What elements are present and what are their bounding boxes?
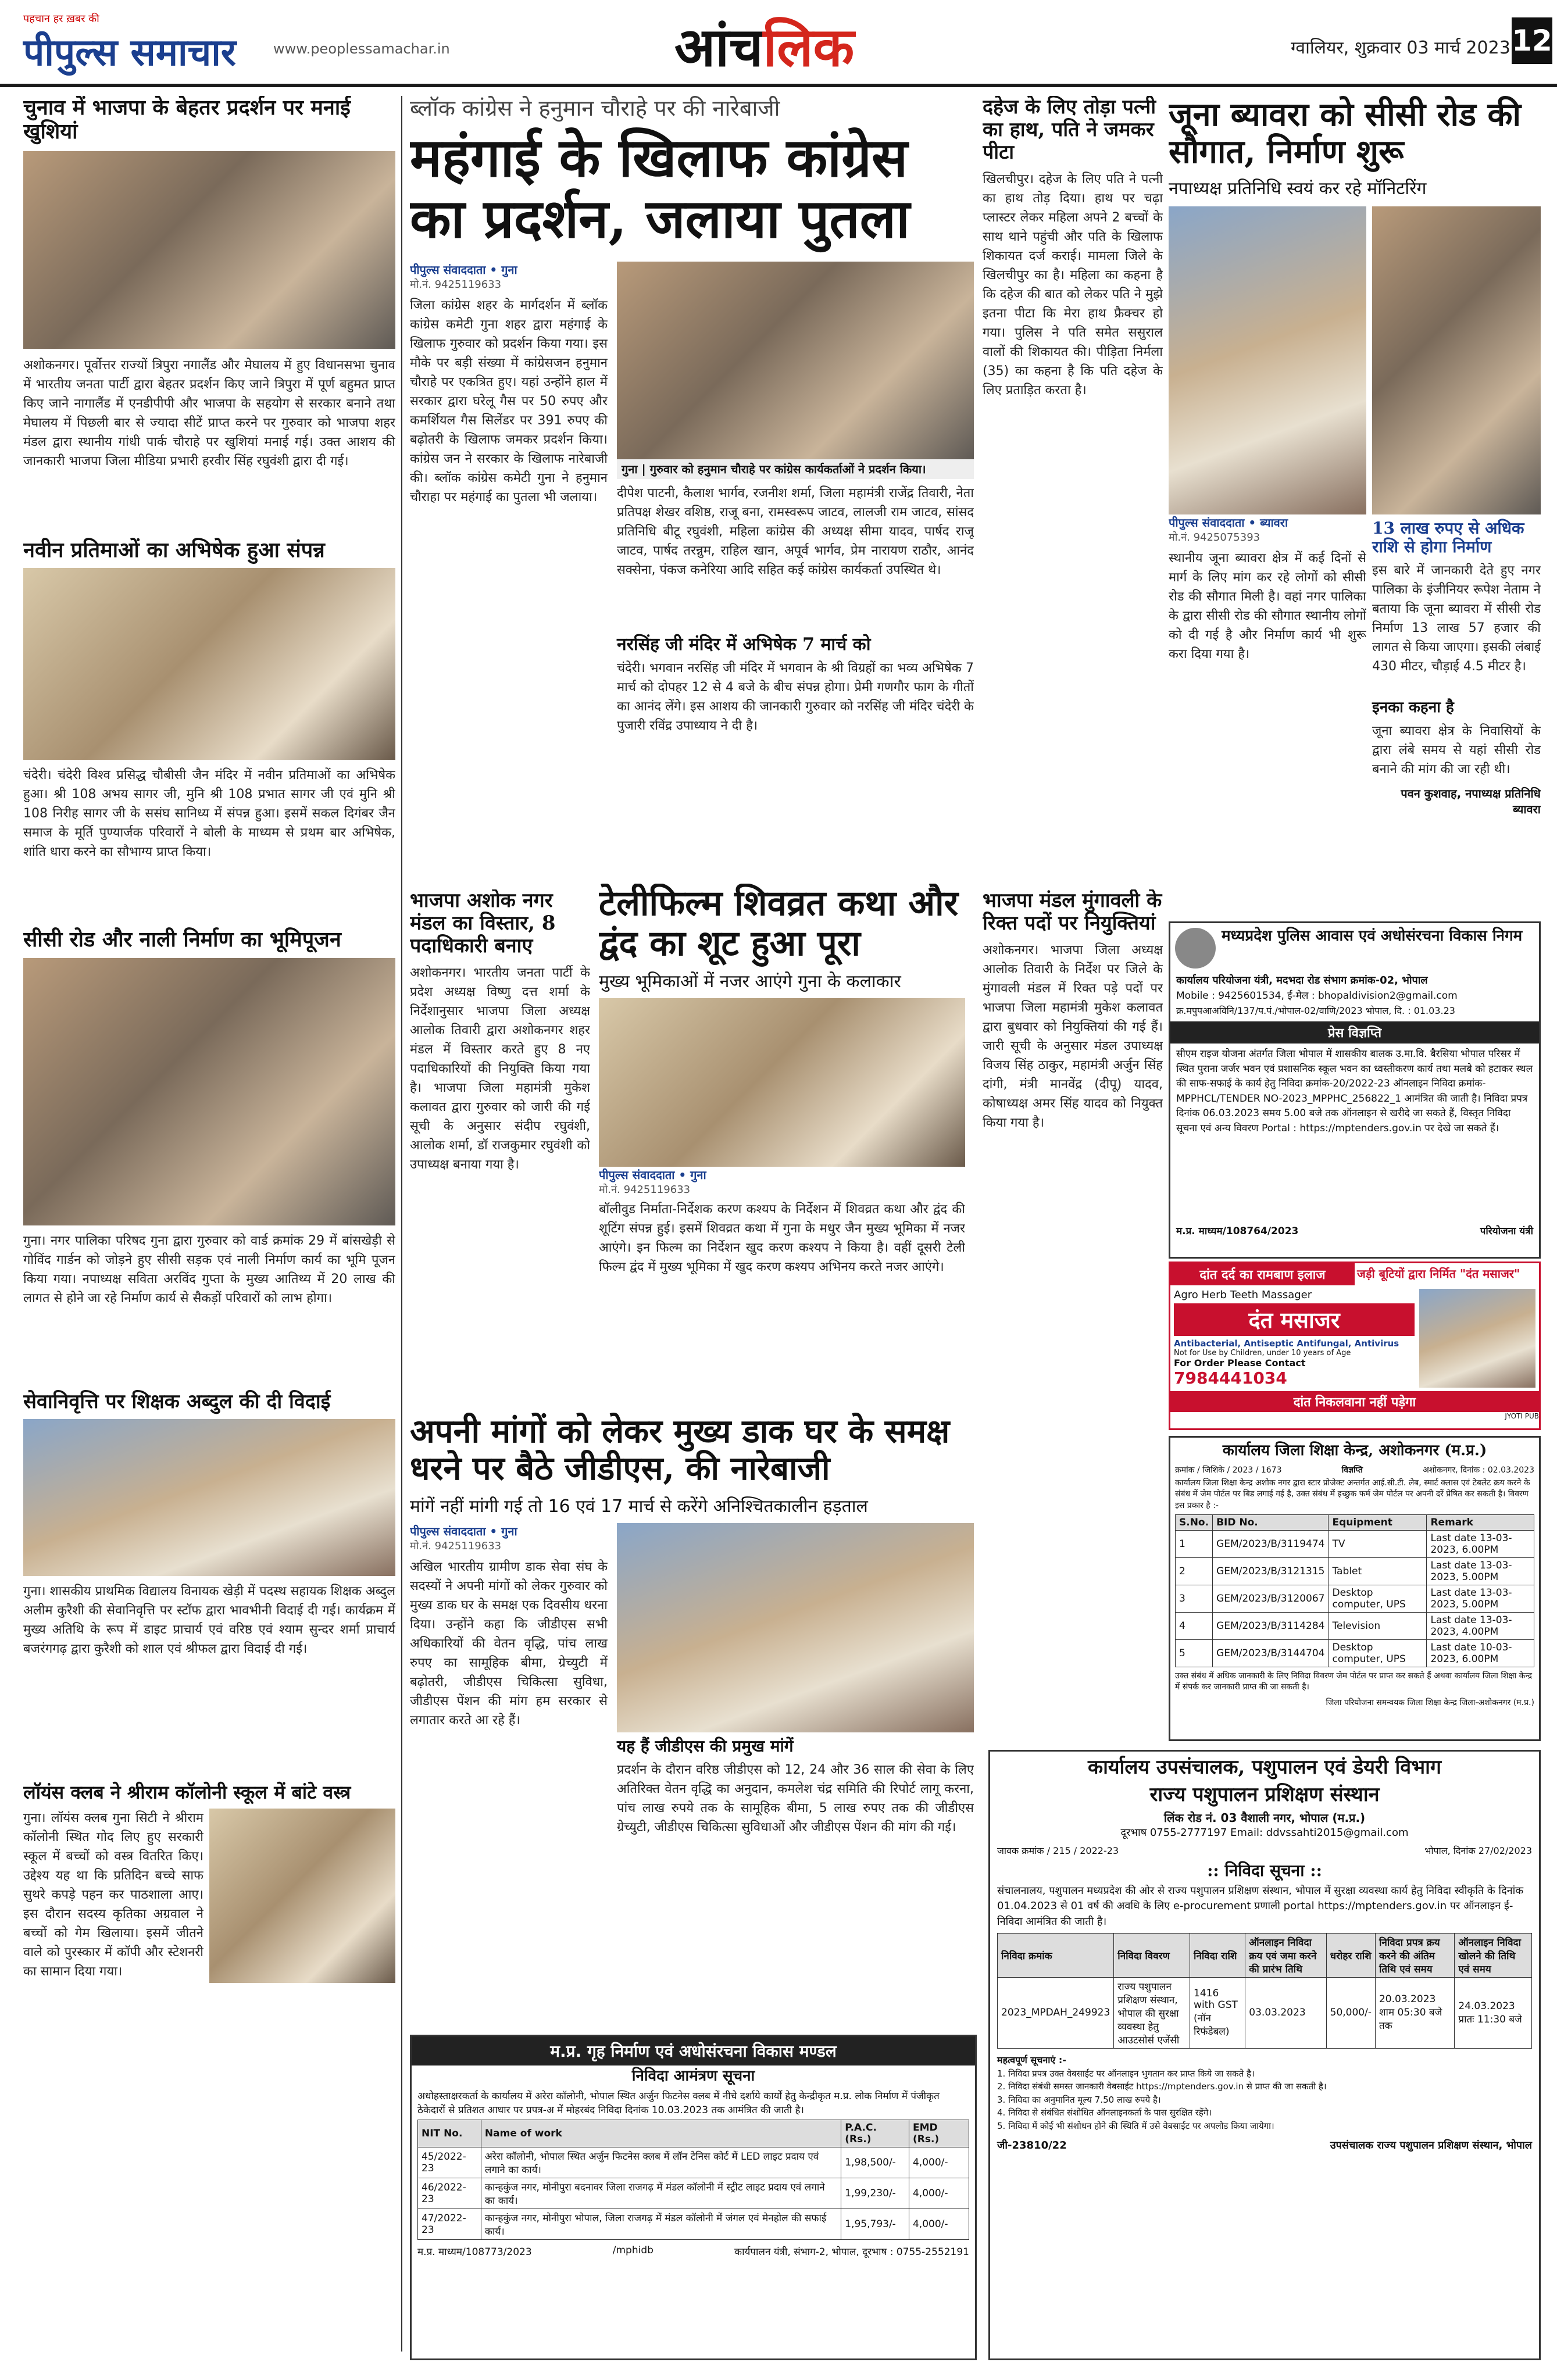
article-headline: अपनी मांगों को लेकर मुख्य डाक घर के समक्ष धरने पर बैठे जीडीएस, की नारेबाजी bbox=[410, 1413, 950, 1488]
ad-bottom-line: दांत निकलवाना नहीं पड़ेगा bbox=[1170, 1391, 1539, 1412]
ad-tagline: जड़ी बूटियों द्वारा निर्मित "दंत मसाजर" bbox=[1357, 1267, 1520, 1281]
ad-office: कार्यालय परियोजना यंत्री, मदभदा रोड संभाग क्रमांक-02, भोपाल bbox=[1176, 974, 1428, 987]
byline: पीपुल्स संवाददाता • गुना bbox=[410, 263, 517, 277]
table-cell: 4,000/- bbox=[909, 2178, 969, 2209]
table-header: Equipment bbox=[1329, 1514, 1427, 1530]
photo-jain-abhishek bbox=[23, 568, 395, 760]
article-body: दीपेश पाटनी, कैलाश भार्गव, रजनीश शर्मा, जिला महामंत्री राजेंद्र तिवारी, नेता प्रतिपक्ष शेखर वशिष्ठ, राजू बना, रामस्वरूप जाटव, लालजी राम जाटव, सांसद प्रतिनिधि बीटू रघुवंशी, महिला कांग्रेस की अध्यक्ष सीमा यादव, पार्षद राजू जाटव, पार्षद तरन्नुम, राहिल खान, अपूर्व भार्गव, प्रेम नारायण राठौर, आनंद सक्सेना, पंकज कनेरिया आदि सहित कई कांग्रेस कार्यकर्ता उपस्थित थे। bbox=[617, 486, 974, 578]
ad-org: मध्यप्रदेश पुलिस आवास एवं अधोसंरचना विकास निगम bbox=[1222, 927, 1523, 945]
ad-notice-label: विज्ञप्ति bbox=[1341, 1465, 1363, 1475]
note-item: 4. निविदा से संबंधित संशोधित ऑनलाइनकर्ता के पास सुरक्षित रहेंगे। bbox=[997, 2107, 1212, 2118]
table-cell: राज्य पशुपालन प्रशिक्षण संस्थान, भोपाल की सुरक्षा व्यवस्था हेतु आउटसोर्स एजेंसी bbox=[1114, 1977, 1190, 2048]
photo-product bbox=[1419, 1289, 1535, 1388]
photo-bhoomipujan bbox=[23, 958, 395, 1225]
ad-reference: क्रमांक / जिशिके / 2023 / 1673 bbox=[1175, 1465, 1282, 1475]
ad-footer: म.प्र. माध्यम/108764/2023 bbox=[1176, 1225, 1299, 1237]
table-cell: 1416 with GST (नॉन रिफंडेबल) bbox=[1190, 1977, 1245, 2048]
tender-table bbox=[417, 2120, 969, 2240]
ad-mphidb-tender bbox=[410, 2035, 977, 2360]
ad-publisher: JYOTI PUB bbox=[1505, 1412, 1539, 1420]
table-cell: 03.03.2023 bbox=[1245, 1977, 1326, 2048]
article-subheading: नरसिंह जी मंदिर में अभिषेक 7 मार्च को bbox=[617, 634, 871, 655]
newspaper-logo: पहचान हर ख़बर की पीपुल्स समाचार bbox=[23, 13, 236, 74]
byline: पीपुल्स संवाददाता • गुना bbox=[599, 1168, 706, 1182]
table-row bbox=[418, 2147, 969, 2178]
table-header: Name of work bbox=[481, 2120, 841, 2147]
table-cell: GEM/2023/B/3119474 bbox=[1213, 1530, 1329, 1557]
table-row bbox=[418, 2209, 969, 2240]
ad-contact: दूरभाष 0755-2777197 Email: ddvssahti2015@gmail.com bbox=[1120, 1827, 1409, 1839]
table-cell: 1,98,500/- bbox=[841, 2147, 909, 2178]
table-cell: अरेरा कॉलोनी, भोपाल स्थित अर्जुन फिटनेस क्लब में लॉन टेनिस कोर्ट में LED लाइट प्रदाय एवं लगाने का कार्य। bbox=[481, 2147, 841, 2178]
ad-contact: Mobile : 9425601534, ई-मेल : bhopaldivision2@gmail.com bbox=[1176, 990, 1458, 1002]
ad-note: Not for Use by Children, under 10 years of Age bbox=[1174, 1349, 1351, 1357]
ad-office: कार्यपालन यंत्री, संभाग-2, भोपाल, दूरभाष : 0755-2552191 bbox=[734, 2246, 969, 2259]
column-divider bbox=[401, 96, 402, 2352]
article-headline: टेलीफिल्म शिवव्रत कथा और द्वंद का शूट हुआ पूरा bbox=[599, 884, 959, 964]
notes-list bbox=[990, 2067, 1539, 2133]
tender-table bbox=[997, 1933, 1532, 2049]
table-cell: 45/2022-23 bbox=[418, 2147, 481, 2178]
ad-date: अशोकनगर, दिनांक : 02.03.2023 bbox=[1423, 1465, 1534, 1475]
article-body: चंदेरी। चंदेरी विश्व प्रसिद्ध चौबीसी जैन मंदिर में नवीन प्रतिमाओं का अभिषेक हुआ। श्री 108 अभय सागर जी, मुनि श्री 108 प्रभात सागर जी एवं मुनि श्री 108 निरीह सागर जी के ससंघ सानिध्य में संपन्न हुआ। इसमें सकल दिगंबर जैन समाज के मूर्ति पुण्यार्जक परिवारों ने बोली के माध्यम से प्रथम बार अभिषेक, शांति धारा करने का सौभाग्य प्राप्त किया। bbox=[23, 768, 395, 860]
table-cell: 2023_MPDAH_249923 bbox=[998, 1977, 1114, 2048]
ad-org-band: म.प्र. गृह निर्माण एवं अधोसंरचना विकास मण्डल bbox=[412, 2036, 975, 2065]
table-cell: Television bbox=[1329, 1612, 1427, 1639]
article-headline: जूना ब्यावरा को सीसी रोड की सौगात, निर्माण शुरू bbox=[1169, 96, 1522, 171]
ad-tagline: दांत दर्द का रामबाण इलाज bbox=[1170, 1263, 1355, 1285]
sidebar-text: इस बारे में जानकारी देते हुए नगर पालिका के इंजीनियर रूपेश नेताम ने बताया कि जूना ब्यावरा में सीसी रोड निर्माण 13 लाख 57 हजार की लागत से किया जाएगा। इसकी लंबाई 430 मीटर, चौड़ाई 4.5 मीटर है। bbox=[1372, 563, 1541, 674]
article-headline: महंगाई के खिलाफ कांग्रेस का प्रदर्शन, जलाया पुतला bbox=[410, 126, 910, 251]
emblem-icon bbox=[1175, 928, 1216, 969]
table-cell: 4,000/- bbox=[909, 2147, 969, 2178]
note-item: 2. निविदा संबंधी समस्त जानकारी वेबसाईट https://mptenders.gov.in से प्राप्त की जा सकती है। bbox=[997, 2081, 1327, 2092]
bid-table bbox=[1175, 1514, 1534, 1667]
reporter-mobile: मो.नं. 9425075393 bbox=[1169, 531, 1260, 544]
order-label: For Order Please Contact bbox=[1174, 1357, 1306, 1368]
table-header: निविदा राशि bbox=[1190, 1933, 1245, 1977]
article-subheadline: मुख्य भूमिकाओं में नजर आएंगे गुना के कलाकार bbox=[599, 971, 901, 992]
table-cell: Last date 13-03-2023, 5.00PM bbox=[1427, 1557, 1534, 1585]
article-body: अशोकनगर। भारतीय जनता पार्टी के प्रदेश अध्यक्ष विष्णु दत्त शर्मा के निर्देशानुसार भाजपा जिला अध्यक्ष आलोक तिवारी द्वारा अशोकनगर शहर मंडल में विस्तार करते हुए 8 नए पदाधिकारियों की नियुक्ति किया गया है। भाजपा जिला महामंत्री मुकेश कलावत द्वारा गुरुवार को जारी की गई सूची के अनुसार संदीप रघुवंशी, आलोक शर्मा, डॉ राजकुमार रघुवंशी को उपाध्यक्ष बनाया गया है। bbox=[410, 966, 590, 1173]
table-cell: Last date 10-03-2023, 6.00PM bbox=[1427, 1639, 1534, 1667]
reporter-mobile: मो.नं. 9425119633 bbox=[599, 1184, 691, 1196]
article-heading: लॉयंस क्लब ने श्रीराम कॉलोनी स्कूल में बांटे वस्त्र bbox=[23, 1781, 351, 1803]
article-telefilm bbox=[599, 884, 965, 1407]
note-item: 3. निविदा का अनुमानित मूल्य 7.50 लाख रुपये है। bbox=[997, 2094, 1161, 2105]
article-body: स्थानीय जूना ब्यावरा क्षेत्र में कई दिनों से मार्ग के लिए मांग कर रहे लोगों को सीसी रोड की सौगात मिली है। वहां नगर पालिका के द्वारा सीसी रोड की सौगात स्थानीय लोगों को दी गई है और निर्माण कार्य भी शुरू करा दिया गया है। bbox=[1169, 551, 1366, 662]
article-mungaoli bbox=[983, 889, 1163, 1401]
table-header: Remark bbox=[1427, 1514, 1534, 1530]
photo-farewell bbox=[23, 1419, 395, 1576]
ad-address: लिंक रोड नं. 03 वैशाली नगर, भोपाल (म.प्र.) bbox=[1163, 1811, 1366, 1825]
note-item: 5. निविदा में कोई भी संशोधन होने की स्थिति में उसे वेबसाईट पर अपलोड किया जायेगा। bbox=[997, 2120, 1274, 2131]
photo-road-construction bbox=[1169, 206, 1366, 514]
table-header: निविदा प्रपत्र क्रय करने की अंतिम तिथि एवं समय bbox=[1375, 1933, 1454, 1977]
article-kicker: ब्लॉक कांग्रेस ने हनुमान चौराहे पर की नारेबाजी bbox=[410, 96, 780, 121]
table-cell: 1 bbox=[1176, 1530, 1213, 1557]
ad-reference: जावक क्रमांक / 215 / 2022-23 bbox=[997, 1845, 1119, 1857]
byline: पीपुल्स संवाददाता • ब्यावरा bbox=[1169, 515, 1288, 530]
press-release-band: प्रेस विज्ञप्ति bbox=[1170, 1021, 1539, 1044]
ad-outro: उक्त संबंध में अधिक जानकारी के लिए निविदा विवरण जेम पोर्टल पर प्राप्त कर सकते हैं अथवा कार्यालय जिला शिक्षा केन्द्र में संपर्क कर जानकारी प्राप्त की जा सकती है। bbox=[1175, 1671, 1533, 1692]
reporter-mobile: मो.नं. 9425119633 bbox=[410, 1539, 502, 1552]
table-cell: 47/2022-23 bbox=[418, 2209, 481, 2240]
sidebar-heading: यह हैं जीडीएस की प्रमुख मांगें bbox=[617, 1736, 794, 1756]
table-header: ऑनलाइन निविदा क्रय एवं जमा करने की प्रारंभ तिथि bbox=[1245, 1933, 1326, 1977]
article-gds-protest bbox=[410, 1413, 974, 2029]
table-cell: 20.03.2023 शाम 05:30 बजे तक bbox=[1375, 1977, 1454, 2048]
article-heading: नवीन प्रतिमाओं का अभिषेक हुआ संपन्न bbox=[23, 537, 325, 562]
table-row bbox=[1176, 1612, 1534, 1639]
order-phone[interactable]: 7984441034 bbox=[1174, 1368, 1287, 1388]
table-cell: कान्हकुंज नगर, मोनीपुरा भोपाल, जिला राजगढ़ में मंडल कॉलोनी में जंगल एवं मेनहोल की सफाई कार्य। bbox=[481, 2209, 841, 2240]
table-header: BID No. bbox=[1213, 1514, 1329, 1530]
quote-attribution: पवन कुशवाह, नपाध्यक्ष प्रतिनिधि ब्यावरा bbox=[1401, 787, 1541, 817]
table-cell: Last date 13-03-2023, 5.00PM bbox=[1427, 1585, 1534, 1612]
table-header: निविदा विवरण bbox=[1114, 1933, 1190, 1977]
ad-footer: म.प्र. माध्यम/108773/2023 bbox=[417, 2246, 532, 2259]
table-cell: GEM/2023/B/3121315 bbox=[1213, 1557, 1329, 1585]
social-handle[interactable]: /mphidb bbox=[612, 2245, 653, 2257]
table-row bbox=[998, 1977, 1532, 2048]
brand-sub: Agro Herb Teeth Massager bbox=[1174, 1289, 1312, 1301]
article-heading: भाजपा मंडल मुंगावली के रिक्त पदों पर नियुक्तियां bbox=[983, 889, 1162, 935]
ad-ref-number: जी-23810/22 bbox=[997, 2139, 1067, 2152]
quote-text: जूना ब्यावरा क्षेत्र के निवासियों के द्वारा लंबे समय से यहां सीसी रोड बनाने की मांग की जा रही थी। bbox=[1372, 724, 1541, 777]
ad-police-housing bbox=[1169, 921, 1541, 1259]
table-cell: TV bbox=[1329, 1530, 1427, 1557]
sidebar-heading: 13 लाख रुपए से अधिक राशि से होगा निर्माण bbox=[1372, 518, 1524, 556]
ad-veterinary-tender bbox=[988, 1750, 1541, 2360]
page-number: 12 bbox=[1512, 17, 1552, 64]
article-body: जिला कांग्रेस शहर के मार्गदर्शन में ब्लॉक कांग्रेस कमेटी गुना शहर द्वारा महंगाई के खिलाफ गुरुवार को प्रदर्शन किया गया। इस मौके पर बड़ी संख्या में कांग्रेसजन हनुमान चौराहे पर एकत्रित हुए। यहां उन्होंने हाल में सरकार द्वारा घरेलू गैस पर 50 रुपए और कमर्शियल गैस सिलेंडर पर 391 रुपए की बढ़ोतरी के खिलाफ जमकर प्रदर्शन किया। कांग्रेस जन ने सरकार के खिलाफ नारेबाजी की। ब्लॉक कांग्रेस कमेटी गुना ने हनुमान चौराहा पर महंगाई का पुतला भी जलाया। bbox=[410, 298, 608, 505]
table-cell: 2 bbox=[1176, 1557, 1213, 1585]
article-body: चंदेरी। भगवान नरसिंह जी मंदिर में भगवान के श्री विग्रहों का भव्य अभिषेक 7 मार्च को दोपहर 12 से 4 बजे के बीच संपन्न होगा। प्रेमी गणगौर फाग के गीतों का आनंद लेंगे। इस आशय की जानकारी गुरुवार को नरसिंह जी मंदिर चंदेरी के पुजारी रविंद्र उपाध्याय ने दी है। bbox=[617, 660, 974, 733]
table-cell: 50,000/- bbox=[1326, 1977, 1375, 2048]
table-cell: GEM/2023/B/3120067 bbox=[1213, 1585, 1329, 1612]
photo-lions-club bbox=[209, 1809, 395, 1983]
ad-date: भोपाल, दिनांक 27/02/2023 bbox=[1424, 1845, 1532, 1857]
article-heading: सीसी रोड और नाली निर्माण का भूमिपूजन bbox=[23, 927, 341, 952]
article-bjp-mandal bbox=[410, 889, 590, 1401]
ad-title: निविदा आमंत्रण सूचना bbox=[631, 2067, 755, 2085]
table-cell: GEM/2023/B/3114284 bbox=[1213, 1612, 1329, 1639]
tender-notice-band: :: निविदा सूचना :: bbox=[1207, 1861, 1322, 1881]
table-row bbox=[1176, 1530, 1534, 1557]
ad-intro: अधोहस्ताक्षरकर्ता के कार्यालय में अरेरा कॉलोनी, भोपाल स्थित अर्जुन फिटनेस क्लब में नीचे दर्शाये कार्यों हेतु केन्द्रीकृत म.प्र. लोक निर्माण में पंजीकृत ठेकेदारों से प्रतिशत आधार पर प्रपत्र-अ में मोहरबंद निविदा दिनांक 10.03.2023 तक आमंत्रित की जाती है। bbox=[417, 2090, 940, 2116]
ad-title: कार्यालय जिला शिक्षा केन्द्र, अशोकनगर (म.प्र.) bbox=[1222, 1442, 1487, 1459]
photo-bjp-celebration bbox=[23, 151, 395, 349]
reporter-mobile: मो.नं. 9425119633 bbox=[410, 278, 502, 291]
table-cell: 1,95,793/- bbox=[841, 2209, 909, 2240]
table-header: निविदा क्रमांक bbox=[998, 1933, 1114, 1977]
quote-heading: इनका कहना है bbox=[1372, 699, 1454, 717]
table-cell: Desktop computer, UPS bbox=[1329, 1639, 1427, 1667]
table-cell: Desktop computer, UPS bbox=[1329, 1585, 1427, 1612]
photo-caption: गुना | गुरुवार को हनुमान चौराहे पर कांग्रेस कार्यकर्ताओं ने प्रदर्शन किया। bbox=[617, 459, 974, 479]
ad-features: Antibacterial, Antiseptic Antifungal, Antivirus bbox=[1174, 1338, 1399, 1349]
article-body: गुना। शासकीय प्राथमिक विद्यालय विनायक खेड़ी में पदस्थ सहायक शिक्षक अब्दुल अलीम कुरैशी की सेवानिवृत्ति पर स्टॉफ द्वारा भावभीनी विदाई दी गई। कार्यक्रम में मुख्य अतिथि के रूप में डाइट प्राचार्य एवं वरिष्ठ एवं श्याम सुन्दर शर्मा प्राचार्य बजरंगगढ़ द्वारा कुरैशी को शाल एवं श्रीफल द्वारा विदाई दी गई। bbox=[23, 1584, 395, 1656]
table-cell: 4,000/- bbox=[909, 2209, 969, 2240]
ad-subtitle: राज्य पशुपालन प्रशिक्षण संस्थान bbox=[1149, 1783, 1380, 1807]
ad-signatory: जिला परियोजना समन्वयक जिला शिक्षा केन्द्र जिला-अशोकनगर (म.प्र.) bbox=[1326, 1698, 1534, 1707]
table-header: P.A.C. (Rs.) bbox=[841, 2120, 909, 2147]
table-header: NIT No. bbox=[418, 2120, 481, 2147]
table-cell: Tablet bbox=[1329, 1557, 1427, 1585]
article-subheadline: मांगें नहीं मांगी गई तो 16 एवं 17 मार्च से करेंगे अनिश्चितकालीन हड़ताल bbox=[410, 1496, 868, 1517]
article-heading: सेवानिवृत्ति पर शिक्षक अब्दुल की दी विदाई bbox=[23, 1389, 331, 1413]
ad-signatory: परियोजना यंत्री bbox=[1480, 1225, 1533, 1237]
table-header: धरोहर राशि bbox=[1326, 1933, 1375, 1977]
notes-heading: महत्वपूर्ण सूचनाएं :- bbox=[997, 2054, 1066, 2065]
table-row bbox=[418, 2178, 969, 2209]
table-cell: 5 bbox=[1176, 1639, 1213, 1667]
photo-road-site bbox=[1372, 206, 1541, 514]
table-row bbox=[1176, 1557, 1534, 1585]
article-heading: दहेज के लिए तोड़ा पत्नी का हाथ, पति ने जमकर पीटा bbox=[983, 96, 1156, 165]
table-row bbox=[1176, 1585, 1534, 1612]
table-cell: 3 bbox=[1176, 1585, 1213, 1612]
table-header: ऑनलाइन निविदा खोलने की तिथि एवं समय bbox=[1455, 1933, 1532, 1977]
article-body: अशोकनगर। पूर्वोत्तर राज्यों त्रिपुरा नगालैंड और मेघालय में हुए विधानसभा चुनाव में भारतीय जनता पार्टी द्वारा बेहतर प्रदर्शन किए जाने त्रिपुरा में पूर्ण बहुमत प्राप्त किए जाने नागालैंड में एनडीपीपी और भाजपा के सहयोग से सरकार बनाने तथा मेघालय में पिछली बार से ज्यादा सीटें प्राप्त करने पर गुरुवार को भाजपा शहर मंडल द्वारा स्थानीय गांधी पार्क चौराहे पर खुशियां मनाई गई। उक्त आशय की जानकारी भाजपा जिला मीडिया प्रभारी हरवीर सिंह रघुवंशी द्वारा दी गई। bbox=[23, 358, 395, 469]
dateline: ग्वालियर, शुक्रवार 03 मार्च 2023 bbox=[1291, 38, 1510, 58]
table-cell: GEM/2023/B/3144704 bbox=[1213, 1639, 1329, 1667]
article-body: अशोकनगर। भाजपा जिला अध्यक्ष आलोक तिवारी के निर्देश पर जिले के मुंगावली मंडल में रिक्त पड़े पदों पर भाजपा जिला महामंत्री मुकेश कलावत द्वारा बुधवार को नियुक्तियां की गई हैं। जारी सूची के अनुसार मंडल उपाध्यक्ष विजय सिंह ठाकुर, महामंत्री अर्जुन सिंह दांगी, मंत्री मानवेंद्र (दीपू) यादव, कोषाध्यक्ष अमर सिंह यादव को नियुक्त किया गया है। bbox=[983, 943, 1163, 1131]
section-title: आंचलिक bbox=[674, 16, 855, 78]
ad-district-education bbox=[1169, 1436, 1541, 1741]
ad-intro: कार्यालय जिला शिक्षा केन्द्र अशोक नगर द्वारा स्टार प्रोजेक्ट अन्तर्गत आई.सी.टी. लेब, स्मार्ट क्लास एवं टेबलेट क्रय करने के संबंध में जेम पोर्टल पर बिड लगाई गई है, उक्त संबंध में इच्छुक फर्म जेम पोर्टल पर अपनी दरें प्रेषित कर सकती है। विवरण इस प्रकार है :- bbox=[1175, 1478, 1530, 1511]
article-body: गुना। लॉयंस क्लब गुना सिटी ने श्रीराम कॉलोनी स्थित गोद लिए हुए सरकारी स्कूल में बच्चों को वस्त्र वितरित किए। उद्देश्य यह था कि प्रतिदिन बच्चे साफ सुथरे कपड़े पहन कर पाठशाला आए। इस दौरान सदस्य कृतिका अग्रवाल ने बच्चों को गेम खिलाया। इसमें जीतने वाले को पुरस्कार में कॉपी और स्टेशनरी का सामान दिया गया। bbox=[23, 1811, 203, 1979]
website-url[interactable]: www.peoplessamachar.in bbox=[273, 41, 450, 57]
ad-dant-masajar bbox=[1169, 1262, 1541, 1430]
article-body: बॉलीवुड निर्माता-निर्देशक करण कश्यप के निर्देशन में शिवव्रत कथा और द्वंद की शूटिंग संपन्न हुई। इसमें शिवव्रत कथा में गुना के मधुर जैन मुख्य भूमिका में नजर आएंगे। इन फिल्म का निर्देशन खुद करण कश्यप ने किया है। वहीं दूसरी टेली फिल्म द्वंद में मुख्य भूमिका में खुद करण कश्यप अभिनय करते नजर आएंगे। bbox=[599, 1202, 965, 1274]
table-cell: कान्हकुंज नगर, मोनीपुरा बदनावर जिला राजगढ़ में मंडल कॉलोनी में स्ट्रीट लाइट प्रदाय एवं लगाने का कार्य। bbox=[481, 2178, 841, 2209]
byline: पीपुल्स संवाददाता • गुना bbox=[410, 1524, 517, 1538]
photo-congress-protest bbox=[617, 262, 974, 459]
article-body: गुना। नगर पालिका परिषद गुना द्वारा गुरुवार को वार्ड क्रमांक 29 में बांसखेड़ी से गोविंद गार्डन को जोड़ने हुए सीसी सड़क एवं नाली निर्माण कार्य का भूमि पूजन किया गया। नपाध्यक्ष सविता अरविंद गुप्ता के मुख्य आतिथ्य में 20 लाख की लागत से होने जा रहे निर्माण कार्य से सैकड़ों परिवारों को लाभ होगा। bbox=[23, 1233, 395, 1306]
table-header: S.No. bbox=[1176, 1514, 1213, 1530]
photo-telefilm-shoot bbox=[599, 998, 965, 1167]
table-cell: Last date 13-03-2023, 4.00PM bbox=[1427, 1612, 1534, 1639]
sidebar-text: प्रदर्शन के दौरान वरिष्ठ जीडीएस को 12, 24 और 36 साल की सेवा के लिए अतिरिक्त वेतन वृद्धि का अनुदान, कमलेश चंद्र समिति की रिपोर्ट लागू करना, पांच लाख रुपये तक के सामूहिक बीमा, 5 लाख रुपए तक की जीडीएस ग्रेच्युटी, जीडीएस चिकित्सा सुविधाओं और जीडीएस पेंशन की मांग की गई। bbox=[617, 1762, 974, 1835]
ad-intro: संचालनालय, पशुपालन मध्यप्रदेश की ओर से राज्य पशुपालन प्रशिक्षण संस्थान, भोपाल में सुरक्षा व्यवस्था कार्य हेतु निविदा स्वीकृति के दिनांक 01.04.2023 से 01 वर्ष की अवधि के लिए e-procurement प्रणाली portal https://mptenders.gov.in पर ऑनलाइन ई-निविदा आमंत्रित की जाती है। bbox=[997, 1885, 1524, 1928]
table-cell: 1,99,230/- bbox=[841, 2178, 909, 2209]
masthead bbox=[0, 0, 1557, 87]
article-heading: भाजपा अशोक नगर मंडल का विस्तार, 8 पदाधिकारी बनाए bbox=[410, 889, 556, 958]
ad-signatory: उपसंचालक राज्य पशुपालन प्रशिक्षण संस्थान, भोपाल bbox=[1330, 2139, 1532, 2152]
table-cell: 4 bbox=[1176, 1612, 1213, 1639]
column-left bbox=[23, 96, 395, 2363]
article-subheadline: नपाध्यक्ष प्रतिनिधि स्वयं कर रहे मॉनिटरिंग bbox=[1169, 178, 1427, 199]
ad-text: सीएम राइज योजना अंतर्गत जिला भोपाल में शासकीय बालक उ.मा.वि. बैरसिया भोपाल परिसर में स्थित पुराना जर्जर भवन एवं प्रशासनिक स्कूल भवन का ध्वस्तीकरण कार्य तथा मलबे को हटाकर स्थल की साफ-सफाई के कार्य हेतु निविदा क्रमांक-20/2022-23 ऑनलाइन निविदा क्रमांक-MPPHCL/TENDER NO-2023_MPPHC_256822_1 आमंत्रित की जाती है। निविदा प्रपत्र दिनांक 06.03.2023 समय 5.00 बजे तक ऑनलाइन से खरीदे जा सकते हैं, विस्तृत निविदा सूचना एवं अन्य विवरण Portal : https://mptenders.gov.in पर देखे जा सकते हैं। bbox=[1176, 1048, 1533, 1134]
table-row bbox=[1176, 1639, 1534, 1667]
brand-name: दंत मसाजर bbox=[1174, 1303, 1415, 1336]
ad-title: कार्यालय उपसंचालक, पशुपालन एवं डेयरी विभाग bbox=[1087, 1756, 1442, 1779]
table-cell: Last date 13-03-2023, 6.00PM bbox=[1427, 1530, 1534, 1557]
article-juna-byawara bbox=[1169, 96, 1541, 916]
table-header: EMD (Rs.) bbox=[909, 2120, 969, 2147]
note-item: 1. निविदा प्रपत्र उक्त वेबसाईट पर ऑनलाइन भुगतान कर प्राप्त किये जा सकते है। bbox=[997, 2068, 1255, 2079]
ad-reference: क्र.मपुपआअविनि/137/प.पं./भोपाल-02/वाणि/2023 भोपाल, दि. : 01.03.23 bbox=[1176, 1005, 1455, 1016]
photo-gds-dharna bbox=[617, 1523, 974, 1732]
article-heading: चुनाव में भाजपा के बेहतर प्रदर्शन पर मनाई खुशियां bbox=[23, 96, 351, 144]
table-cell: 46/2022-23 bbox=[418, 2178, 481, 2209]
article-congress bbox=[410, 96, 974, 881]
article-body: खिलचीपुर। दहेज के लिए पति ने पत्नी का हाथ तोड़ दिया। हाथ पर चढ़ा प्लास्टर लेकर महिला अपने 2 बच्चों के साथ थाने पहुंची और पति के खिलाफ शिकायत दर्ज कराई। मामला जिले के खिलचीपुर का है। महिला का कहना है कि दहेज की बात को लेकर पति ने मुझे इतना पीटा कि मेरा हाथ फ्रैक्चर हो गया। पुलिस ने पति समेत ससुराल वालों की शिकायत की। पीड़िता निर्मला (35) का कहना है कि पति दहेज के लिए प्रताड़ित करता है। bbox=[983, 172, 1163, 398]
article-body: अखिल भारतीय ग्रामीण डाक सेवा संघ के सदस्यों ने अपनी मांगों को लेकर गुरुवार को मुख्य डाक घर के समक्ष एक दिवसीय धरना दिया। उन्होंने कहा कि जीडीएस सभी अधिकारियों की वेतन वृद्धि, पांच लाख रुपए का सामूहिक बीमा, ग्रेच्युटी में बढ़ोतरी, जीडीएस चिकित्सा सुविधा, जीडीएस पेंशन की मांग हम सरकार से लगातार करते आ रहे हैं। bbox=[410, 1559, 608, 1728]
table-cell: 24.03.2023 प्रातः 11:30 बजे bbox=[1455, 1977, 1532, 2048]
